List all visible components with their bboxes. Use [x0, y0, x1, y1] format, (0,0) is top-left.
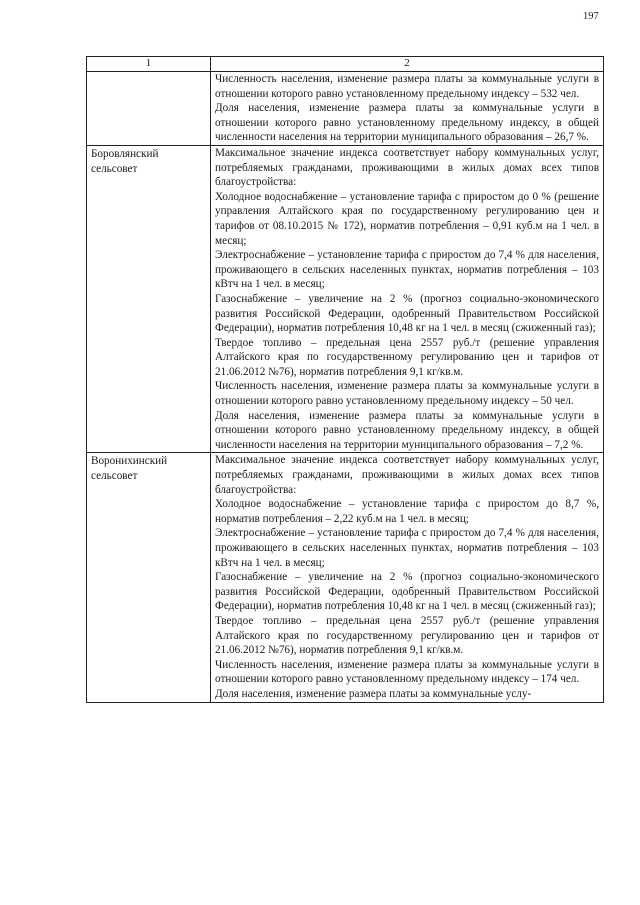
paragraph: Газоснабжение – увеличение на 2 % (прогноз социально-экономического развития Российской Федерации, одобренный Правительством Российской Федерации), норматив потребления 10,48 кг на 1 чел. в месяц (сжиженный газ); — [215, 292, 599, 335]
paragraph: Максимальное значение индекса соответствует набору коммунальных услуг, потребляемых гражданами, проживающими в жилых домах всех типов благоустройства: — [215, 454, 599, 496]
indicator-description — [211, 145, 604, 452]
paragraph: Твердое топливо – предельная цена 2557 руб./т (решение управления Алтайского края по государственному регулированию цен и тарифов от 21.06.2012 №76), норматив потребления 9,1 кг/кв.м. — [215, 336, 599, 378]
paragraph: Холодное водоснабжение – установление тарифа с приростом до 8,7 %, норматив потребления – 2,22 куб.м на 1 чел. в месяц; — [215, 498, 599, 525]
page-number: 197 — [583, 11, 599, 22]
municipality-name: Боровлянский сельсовет — [87, 145, 211, 452]
paragraph: Электроснабжение – установление тарифа с приростом до 7,4 % для населения, проживающего в сельских населенных пунктах, норматив потребления – 103 кВтч на 1 чел. в месяц; — [215, 527, 599, 569]
indicator-description — [211, 453, 604, 702]
table-header-row — [87, 57, 604, 72]
paragraph: Газоснабжение – увеличение на 2 % (прогноз социально-экономического развития Российской Федерации, одобренный Правительством Российской Федерации), норматив потребления 10,48 кг на 1 чел. в месяц (сжиженный газ); — [215, 571, 599, 613]
table-row — [87, 72, 604, 146]
paragraph: Максимальное значение индекса соответствует набору коммунальных услуг, потребляемых гражданами, проживающими в жилых домах всех типов благоустройства: — [215, 146, 599, 189]
municipality-name — [87, 72, 211, 146]
paragraph: Численность населения, изменение размера платы за коммунальные услуги в отношении которого равно установленному предельному индексу – 174 чел. — [215, 658, 599, 686]
table-row — [87, 453, 604, 702]
data-table — [86, 56, 604, 703]
paragraph: Доля населения, изменение размера платы за коммунальные услуги в отношении которого равно установленному предельному индексу, в общей численности населения на территории муниципального образования – 26,7 %. — [215, 102, 599, 144]
municipality-name: Воронихинский сельсовет — [87, 453, 211, 702]
paragraph: Численность населения, изменение размера платы за коммунальные услуги в отношении которого равно установленному предельному индексу – 50 чел. — [215, 380, 599, 408]
indicator-description — [211, 72, 604, 146]
paragraph: Электроснабжение – установление тарифа с приростом до 7,4 % для населения, проживающего в сельских населенных пунктах, норматив потребления – 103 кВтч на 1 чел. в месяц; — [215, 249, 599, 291]
paragraph: Доля населения, изменение размера платы за коммунальные услу- — [215, 687, 532, 700]
column-header: 2 — [211, 57, 604, 72]
paragraph: Доля населения, изменение размера платы за коммунальные услуги в отношении которого равно установленному предельному индексу, в общей численности населения на территории муниципального образования – 7,2 %. — [215, 409, 599, 451]
table-row — [87, 145, 604, 452]
paragraph: Твердое топливо – предельная цена 2557 руб./т (решение управления Алтайского края по государственному регулированию цен и тарифов от 21.06.2012 №76), норматив потребления 9,1 кг/кв.м. — [215, 614, 599, 657]
paragraph: Холодное водоснабжение – установление тарифа с приростом до 0 % (решение управления Алтайского края по государственному регулированию цен и тарифов от 08.10.2015 № 172), норматив потребления – 0,91 куб.м на 1 чел. в месяц; — [215, 190, 599, 247]
column-header: 1 — [87, 57, 211, 72]
paragraph: Численность населения, изменение размера платы за коммунальные услуги в отношении которого равно установленному предельному индексу – 532 чел. — [215, 73, 599, 100]
